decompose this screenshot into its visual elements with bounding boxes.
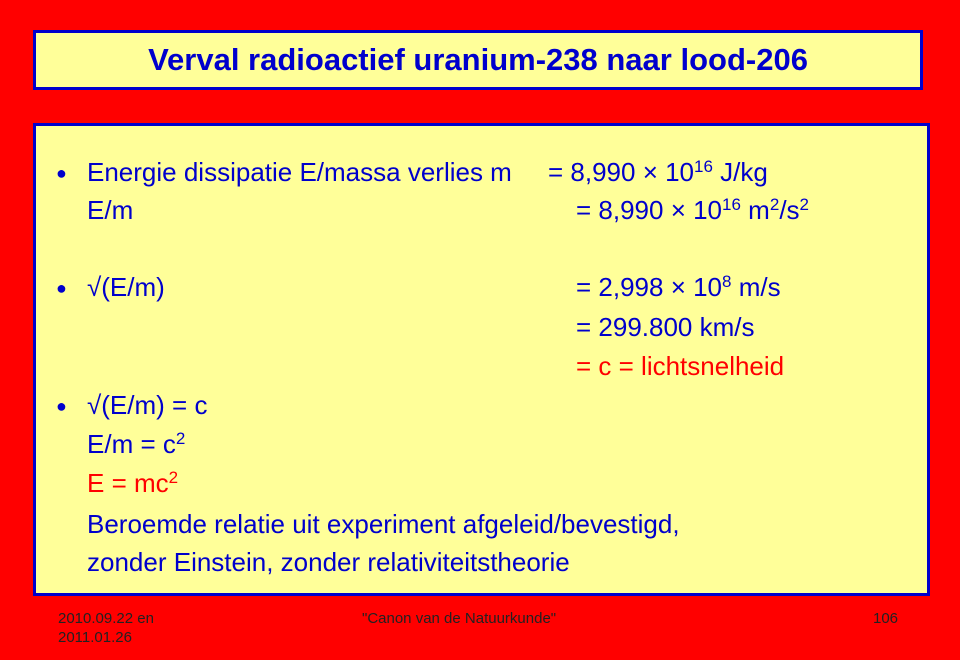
unit-text: m bbox=[740, 195, 770, 225]
value-text: = 8,990 × 10 bbox=[576, 195, 723, 225]
line-sqrt-em: √(E/m) bbox=[87, 272, 165, 302]
page-number: 106 bbox=[873, 610, 899, 627]
content-box bbox=[33, 123, 930, 596]
line-without-einstein: zonder Einstein, zonder relativiteitstheorie bbox=[87, 547, 570, 577]
unit-text: J/kg bbox=[712, 157, 768, 187]
line-kms-value: = 299.800 km/s bbox=[576, 312, 755, 342]
line-e-mc2 bbox=[87, 468, 178, 498]
line-famous-relation: Beroemde relatie uit experiment afgeleid/bevestigd, bbox=[87, 509, 680, 539]
footer-date bbox=[58, 609, 154, 647]
exponent: 2 bbox=[769, 195, 780, 214]
exponent: 2 bbox=[799, 195, 810, 214]
exponent: 8 bbox=[722, 272, 732, 291]
slide-title: Verval radioactief uranium-238 naar lood-206 bbox=[148, 42, 808, 77]
value-text: = 8,990 × 10 bbox=[548, 157, 695, 187]
footer-date-line-1: 2010.09.22 en bbox=[58, 610, 154, 627]
exponent: 16 bbox=[694, 157, 713, 176]
footer-date-line-2: 2011.01.26 bbox=[58, 629, 132, 646]
bullet-1: ● bbox=[56, 163, 67, 183]
line-energy-dissipation-value bbox=[548, 157, 768, 187]
exponent: 2 bbox=[168, 468, 179, 487]
formula-text: E/m = c bbox=[87, 429, 176, 459]
unit-text: m/s bbox=[731, 272, 781, 302]
value-text: = 2,998 × 10 bbox=[576, 272, 723, 302]
line-speed-of-light: = c = lichtsnelheid bbox=[576, 351, 785, 381]
line-energy-dissipation: Energie dissipatie E/massa verlies m bbox=[87, 157, 512, 187]
formula-text: E = mc bbox=[87, 468, 169, 498]
line-em: E/m bbox=[87, 195, 134, 225]
line-sqrt-em-c: √(E/m) = c bbox=[87, 390, 208, 420]
exponent: 16 bbox=[722, 195, 741, 214]
line-em-c2 bbox=[87, 429, 185, 459]
exponent: 2 bbox=[175, 429, 186, 448]
bullet-2: ● bbox=[56, 278, 67, 298]
line-em-value bbox=[576, 195, 809, 225]
footer-center: "Canon van de Natuurkunde" bbox=[362, 610, 557, 627]
unit-text: /s bbox=[779, 195, 800, 225]
title-box bbox=[33, 30, 923, 90]
bullet-3: ● bbox=[56, 396, 67, 416]
line-sqrt-em-value bbox=[576, 272, 781, 302]
